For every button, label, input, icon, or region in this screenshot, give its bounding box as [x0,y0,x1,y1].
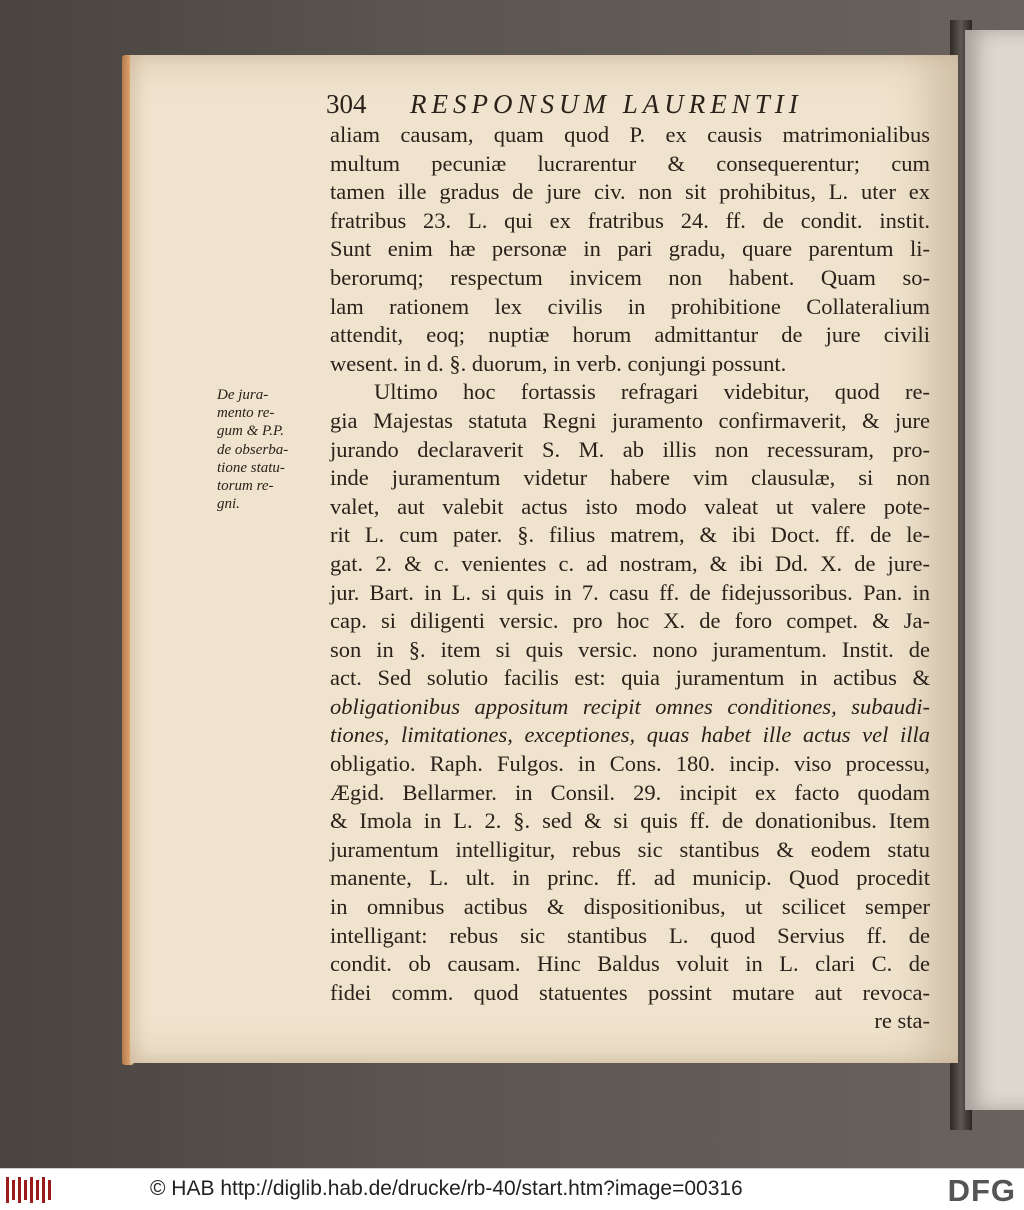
marginal-line: de obserba- [217,441,289,458]
marginal-line: De jura- [217,387,269,403]
marginal-line: mento re- [217,405,275,422]
body-line: lam rationem lex civilis in prohibitione Collateralium [330,293,930,319]
body-line: fidei comm. quod statuentes possint mutare aut revoca- [330,979,930,1005]
body-line: son in §. item si quis versic. nono juramentum. Instit. de [330,636,930,662]
body-line: intelligant: rebus sic stantibus L. quod Servius ff. de [330,922,930,948]
book-page [130,55,958,1063]
marginal-note [217,386,297,513]
body-line: wesent. in d. §. duorum, in verb. conjungi possunt. [330,350,787,376]
body-line: act. Sed solutio facilis est: quia juramentum in actibus & [330,665,930,691]
body-line: aliam causam, quam quod P. ex causis matrimonialibus [330,122,930,147]
body-line: juramentum intelligitur, rebus sic stantibus & eodem statu [330,836,930,862]
next-page-edge [965,30,1024,1110]
hab-barcode-logo-icon[interactable] [6,1177,51,1203]
dfg-logo[interactable]: DFG [947,1173,1016,1208]
body-text [330,121,930,1036]
body-line: attendit, eoq; nuptiæ horum admittantur de jure civili [330,322,930,348]
body-line: jurando declaraverit S. M. ab illis non recessuram, pro- [330,436,930,462]
body-line: Sunt enim hæ personæ in pari gradu, quare parentum li- [330,236,930,262]
body-line: tiones, limitationes, exceptiones, quas habet ille actus vel illa [330,722,930,748]
copyright-link[interactable]: © HAB http://diglib.hab.de/drucke/rb-40/start.htm?image=00316 [150,1177,743,1200]
body-line: jur. Bart. in L. si quis in 7. casu ff. de fidejussoribus. Pan. in [330,579,930,605]
marginal-line: torum re- [217,478,274,495]
catchword: re sta- [874,1008,930,1034]
body-line: rit L. cum pater. §. filius matrem, & ibi Doct. ff. de le- [330,522,930,548]
page-header [326,89,946,125]
marginal-line: gni. [217,496,240,513]
body-line: multum pecuniæ lucrarentur & consequerentur; cum [330,150,930,176]
body-line: inde juramentum videtur habere vim clausulæ, si non [330,465,930,491]
body-line: & Imola in L. 2. §. sed & si quis ff. de donationibus. Item [330,808,930,834]
marginal-line: gum & P.P. [217,423,284,440]
page-number: 304 [326,89,367,119]
body-line: tamen ille gradus de jure civ. non sit prohibitus, L. uter ex [330,179,930,205]
body-line: in omnibus actibus & dispositionibus, ut scilicet semper [330,894,930,920]
marginal-line: tione statu- [217,459,285,476]
body-line: berorumq; respectum invicem non habent. Quam so- [330,264,930,290]
body-line: Ægid. Bellarmer. in Consil. 29. incipit ex facto quodam [330,779,930,805]
viewer-footer [0,1168,1024,1210]
body-line: gat. 2. & c. venientes c. ad nostram, & ibi Dd. X. de jure- [330,550,930,576]
body-line: obligatio. Raph. Fulgos. in Cons. 180. incip. viso processu, [330,751,930,777]
body-line: obligationibus appositum recipit omnes conditiones, subaudi- [330,693,930,719]
body-line: Ultimo hoc fortassis refragari videbitur, quod re- [374,379,930,405]
body-line: fratribus 23. L. qui ex fratribus 24. ff. de condit. instit. [330,207,930,233]
body-line: gia Majestas statuta Regni juramento confirmaverit, & jure [330,407,930,433]
body-line: condit. ob causam. Hinc Baldus voluit in L. clari C. de [330,951,930,977]
body-line: valet, aut valebit actus isto modo valeat ut valere pote- [330,493,930,519]
body-line: cap. si diligenti versic. pro hoc X. de foro compet. & Ja- [330,608,930,634]
body-line: manente, L. ult. in princ. ff. ad municip. Quod procedit [330,865,930,891]
running-title: RESPONSUM LAURENTII [410,89,803,119]
